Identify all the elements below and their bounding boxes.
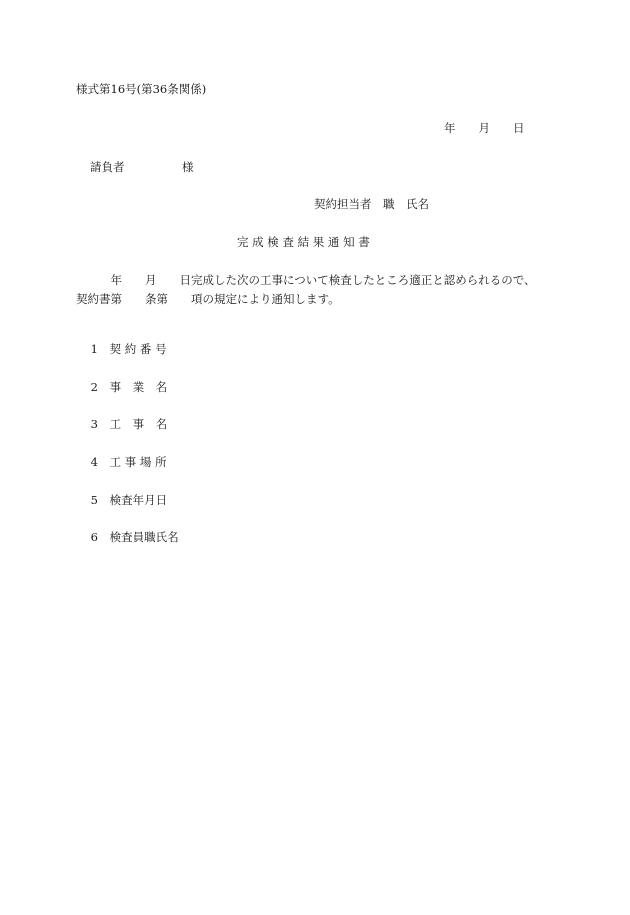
- body-text-line-2: 契約書第 条第 項の規定により通知します。: [76, 292, 340, 306]
- item-label: 契 約 番 号: [109, 341, 167, 356]
- item-inspection-date: [76, 483, 167, 518]
- item-number: 5: [90, 492, 98, 507]
- item-number: 4: [90, 454, 98, 469]
- item-number: 2: [90, 379, 98, 394]
- addressee-line: 請負者 様: [90, 160, 194, 174]
- sender-line: 契約担当者 職 氏名: [314, 197, 429, 211]
- item-label: 事 業 名: [109, 379, 168, 394]
- date-line: 年 月 日: [444, 121, 525, 135]
- form-number-label: 様式第16号(第36条関係): [76, 82, 207, 96]
- item-work-name: [76, 407, 167, 442]
- item-contract-number: [76, 332, 167, 367]
- item-label: 工 事 名: [109, 416, 168, 431]
- document-title: 完 成 検 査 結 果 通 知 書: [237, 235, 370, 249]
- body-text-line-1: 年 月 日完成した次の工事について検査したところ適正と認められるので、: [76, 273, 536, 287]
- item-label: 検査年月日: [109, 492, 168, 507]
- item-work-location: [76, 445, 167, 480]
- item-label: 検査員職氏名: [109, 529, 179, 544]
- item-number: 1: [90, 341, 98, 356]
- item-number: 6: [90, 529, 98, 544]
- item-inspector-name: [76, 520, 179, 555]
- item-number: 3: [90, 416, 98, 431]
- item-project-name: [76, 370, 167, 405]
- item-label: 工 事 場 所: [109, 454, 167, 469]
